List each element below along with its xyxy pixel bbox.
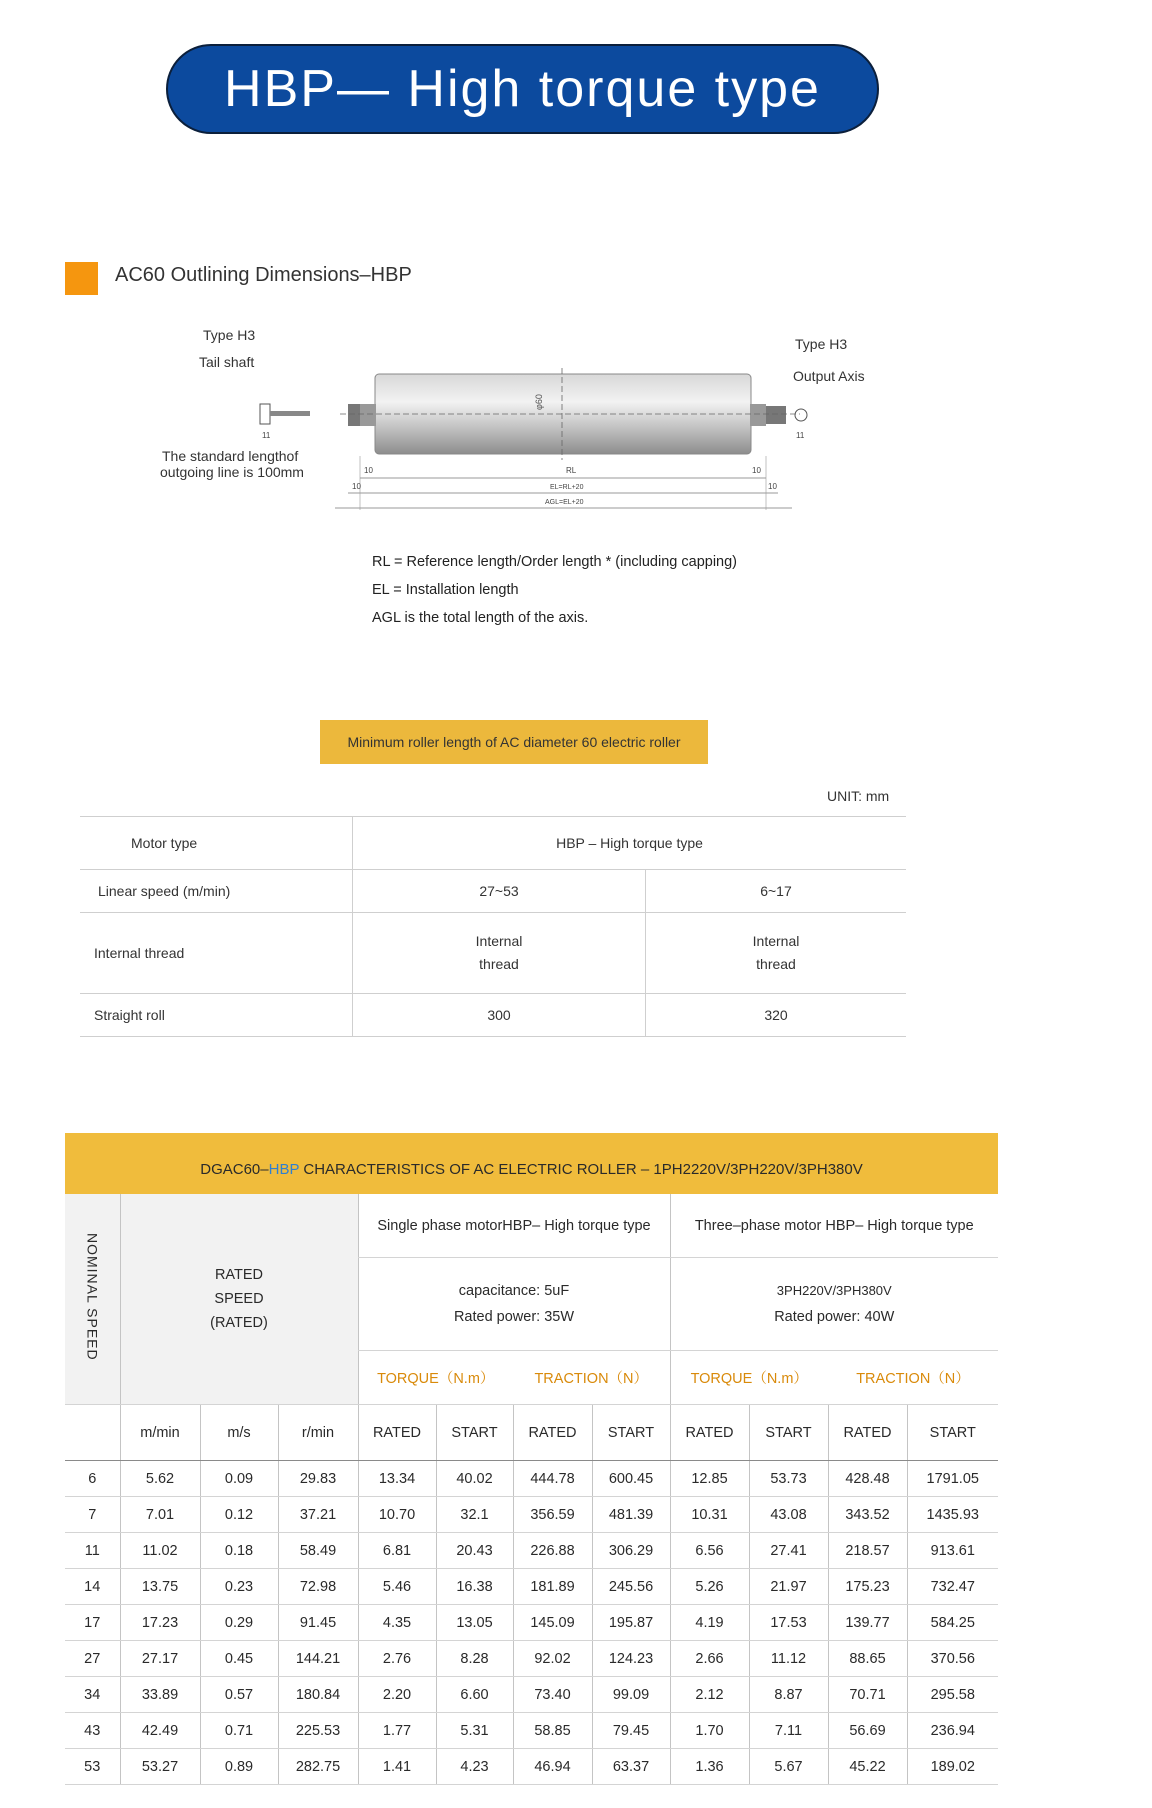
table-cell: 2.20 bbox=[358, 1677, 436, 1713]
table-cell: 21.97 bbox=[749, 1569, 828, 1605]
table-cell: 6 bbox=[65, 1461, 120, 1497]
table-cell: 10.70 bbox=[358, 1497, 436, 1533]
tail-shaft-label: Tail shaft bbox=[199, 354, 255, 370]
table-cell: 181.89 bbox=[513, 1569, 592, 1605]
table-cell: 0.18 bbox=[200, 1533, 278, 1569]
cell: 320 bbox=[646, 994, 907, 1037]
traction-header: TRACTION（N） bbox=[513, 1351, 670, 1405]
rated-speed-header bbox=[120, 1194, 358, 1405]
table-cell: 444.78 bbox=[513, 1461, 592, 1497]
table-cell: 8.87 bbox=[749, 1677, 828, 1713]
header-cell: START bbox=[436, 1405, 513, 1461]
table-row bbox=[65, 1569, 998, 1605]
el-label: EL=RL+20 bbox=[550, 484, 584, 491]
tail-shaft bbox=[348, 404, 360, 426]
table-cell: 245.56 bbox=[592, 1569, 670, 1605]
table-cell: 5.67 bbox=[749, 1749, 828, 1785]
single-phase-title: Single phase motorHBP– High torque type bbox=[358, 1194, 670, 1258]
agl-label: AGL=EL+20 bbox=[545, 499, 584, 506]
title-pre: DGAC60– bbox=[200, 1161, 269, 1178]
section-title: AC60 Outlining Dimensions–HBP bbox=[115, 264, 412, 286]
table-cell: 144.21 bbox=[278, 1641, 358, 1677]
cell-line: thread bbox=[479, 956, 519, 972]
table-cell: 0.71 bbox=[200, 1713, 278, 1749]
table-cell: 43 bbox=[65, 1713, 120, 1749]
header-cell: r/min bbox=[278, 1405, 358, 1461]
table-cell: 356.59 bbox=[513, 1497, 592, 1533]
header-cell: START bbox=[749, 1405, 828, 1461]
table-row bbox=[80, 994, 906, 1037]
rated-speed-line: SPEED bbox=[214, 1291, 264, 1307]
table-cell: 14 bbox=[65, 1569, 120, 1605]
table-cell: 175.23 bbox=[828, 1569, 907, 1605]
table-cell: 58.85 bbox=[513, 1713, 592, 1749]
table-cell: 0.89 bbox=[200, 1749, 278, 1785]
table-row bbox=[80, 870, 906, 913]
cell: 300 bbox=[353, 994, 646, 1037]
legend-rl: RL = Reference length/Order length * (including capping) bbox=[372, 554, 737, 570]
table-cell: 8.28 bbox=[436, 1641, 513, 1677]
table-cell: 0.12 bbox=[200, 1497, 278, 1533]
table-cell: 56.69 bbox=[828, 1713, 907, 1749]
table-cell: 43.08 bbox=[749, 1497, 828, 1533]
table-cell: 282.75 bbox=[278, 1749, 358, 1785]
table-cell: 53.73 bbox=[749, 1461, 828, 1497]
table-cell: 124.23 bbox=[592, 1641, 670, 1677]
header-cell: RATED bbox=[828, 1405, 907, 1461]
capacitance: capacitance: 5uF bbox=[458, 1283, 570, 1299]
traction-header: TRACTION（N） bbox=[828, 1351, 998, 1405]
table-cell: 226.88 bbox=[513, 1533, 592, 1569]
table-cell: 13.34 bbox=[358, 1461, 436, 1497]
table-cell: 145.09 bbox=[513, 1605, 592, 1641]
table-cell: 27 bbox=[65, 1641, 120, 1677]
table-cell: 7.01 bbox=[120, 1497, 200, 1533]
table-cell: 58.49 bbox=[278, 1533, 358, 1569]
unit-label: UNIT: mm bbox=[827, 788, 890, 804]
table-row bbox=[65, 1533, 998, 1569]
table-cell: 40.02 bbox=[436, 1461, 513, 1497]
table-cell: 236.94 bbox=[907, 1713, 998, 1749]
table-cell: 5.26 bbox=[670, 1569, 749, 1605]
torque-header: TORQUE（N.m） bbox=[670, 1351, 828, 1405]
page-banner: HBP— High torque type bbox=[166, 44, 879, 134]
table-row bbox=[65, 1497, 998, 1533]
rated-speed-line: (RATED) bbox=[210, 1315, 268, 1331]
rated-power: Rated power: 35W bbox=[453, 1309, 575, 1325]
table-cell: 1.77 bbox=[358, 1713, 436, 1749]
section-marker bbox=[65, 262, 98, 295]
rated-speed-line: RATED bbox=[214, 1267, 264, 1283]
table-cell: 6.60 bbox=[436, 1677, 513, 1713]
table-cell: 0.45 bbox=[200, 1641, 278, 1677]
table-cell: 295.58 bbox=[907, 1677, 998, 1713]
table-cell: 584.25 bbox=[907, 1605, 998, 1641]
table-cell: 180.84 bbox=[278, 1677, 358, 1713]
cell-line: Internal bbox=[475, 933, 523, 949]
legend-agl: AGL is the total length of the axis. bbox=[372, 610, 589, 626]
table-cell: 91.45 bbox=[278, 1605, 358, 1641]
table-cell: 6.81 bbox=[358, 1533, 436, 1569]
roller-diagram bbox=[240, 360, 840, 520]
table-cell: 913.61 bbox=[907, 1533, 998, 1569]
table-cell: 11.12 bbox=[749, 1641, 828, 1677]
table-cell: 370.56 bbox=[907, 1641, 998, 1677]
three-phase-spec bbox=[670, 1258, 998, 1351]
table-row bbox=[65, 1749, 998, 1785]
table-cell: 11.02 bbox=[120, 1533, 200, 1569]
cell: 27~53 bbox=[353, 870, 646, 913]
table-cell: 37.21 bbox=[278, 1497, 358, 1533]
row-label: Internal thread bbox=[80, 913, 353, 994]
three-phase-title: Three–phase motor HBP– High torque type bbox=[670, 1194, 998, 1258]
table-cell: 218.57 bbox=[828, 1533, 907, 1569]
table-row bbox=[80, 817, 906, 870]
table-row bbox=[65, 1405, 998, 1461]
table-cell: 53.27 bbox=[120, 1749, 200, 1785]
characteristics-body bbox=[65, 1461, 998, 1785]
row-label: Linear speed (m/min) bbox=[80, 870, 353, 913]
table-cell: 4.35 bbox=[358, 1605, 436, 1641]
title-highlight: HBP bbox=[268, 1161, 300, 1178]
table-cell: 428.48 bbox=[828, 1461, 907, 1497]
table-cell: 10.31 bbox=[670, 1497, 749, 1533]
table-cell: 6.56 bbox=[670, 1533, 749, 1569]
output-cap bbox=[750, 404, 766, 426]
dim-10-right: 10 bbox=[752, 466, 761, 475]
table-cell: 16.38 bbox=[436, 1569, 513, 1605]
torque-header: TORQUE（N.m） bbox=[358, 1351, 513, 1405]
tail-dim-11: 11 bbox=[262, 431, 271, 440]
table-cell: 42.49 bbox=[120, 1713, 200, 1749]
rl-label: RL bbox=[566, 466, 577, 475]
table-cell: 1791.05 bbox=[907, 1461, 998, 1497]
dim-10-left-el: 10 bbox=[352, 482, 361, 491]
table-cell: 225.53 bbox=[278, 1713, 358, 1749]
table-cell: 2.66 bbox=[670, 1641, 749, 1677]
table-row bbox=[65, 1605, 998, 1641]
table-cell: 79.45 bbox=[592, 1713, 670, 1749]
table-cell: 0.23 bbox=[200, 1569, 278, 1605]
table-cell: 92.02 bbox=[513, 1641, 592, 1677]
tail-cap bbox=[360, 404, 376, 426]
table-row bbox=[65, 1713, 998, 1749]
tail-type-label: Type H3 bbox=[203, 327, 256, 343]
table-cell: 2.12 bbox=[670, 1677, 749, 1713]
table-cell: 17.23 bbox=[120, 1605, 200, 1641]
table-cell: 139.77 bbox=[828, 1605, 907, 1641]
outgoing-note-2: outgoing line is 100mm bbox=[160, 464, 304, 480]
table-cell: 34 bbox=[65, 1677, 120, 1713]
table-cell: 7 bbox=[65, 1497, 120, 1533]
table-cell: 732.47 bbox=[907, 1569, 998, 1605]
output-axis-label: Output Axis bbox=[793, 368, 865, 384]
header-cell: START bbox=[907, 1405, 998, 1461]
table-cell: 17.53 bbox=[749, 1605, 828, 1641]
table-row bbox=[80, 913, 906, 994]
row-label: Straight roll bbox=[80, 994, 353, 1037]
table-cell: 4.23 bbox=[436, 1749, 513, 1785]
header-cell: RATED bbox=[670, 1405, 749, 1461]
title-post: CHARACTERISTICS OF AC ELECTRIC ROLLER – 1PH2220V/3PH220V/3PH380V bbox=[299, 1161, 863, 1178]
single-phase-spec bbox=[358, 1258, 670, 1351]
cell: 6~17 bbox=[646, 870, 907, 913]
table-cell: 17 bbox=[65, 1605, 120, 1641]
table-cell: 0.29 bbox=[200, 1605, 278, 1641]
table-row bbox=[65, 1677, 998, 1713]
cell bbox=[353, 913, 646, 994]
tail-cable bbox=[270, 411, 310, 416]
dim-10-left: 10 bbox=[364, 466, 373, 475]
table-cell: 11 bbox=[65, 1533, 120, 1569]
table-cell: 1.36 bbox=[670, 1749, 749, 1785]
dim-10-right-el: 10 bbox=[768, 482, 777, 491]
table-cell: 29.83 bbox=[278, 1461, 358, 1497]
header-cell: m/min bbox=[120, 1405, 200, 1461]
table-cell: 99.09 bbox=[592, 1677, 670, 1713]
table-cell: 343.52 bbox=[828, 1497, 907, 1533]
cell-line: thread bbox=[756, 956, 796, 972]
table-cell: 70.71 bbox=[828, 1677, 907, 1713]
table-cell: 46.94 bbox=[513, 1749, 592, 1785]
table-cell: 53 bbox=[65, 1749, 120, 1785]
table-cell: 5.46 bbox=[358, 1569, 436, 1605]
table-cell: 12.85 bbox=[670, 1461, 749, 1497]
table-cell: 195.87 bbox=[592, 1605, 670, 1641]
min-length-table bbox=[80, 816, 906, 1037]
diameter-label: φ60 bbox=[534, 394, 544, 410]
table-cell: 20.43 bbox=[436, 1533, 513, 1569]
table-cell: 189.02 bbox=[907, 1749, 998, 1785]
table-cell: 27.41 bbox=[749, 1533, 828, 1569]
table-cell: 88.65 bbox=[828, 1641, 907, 1677]
table-cell: 33.89 bbox=[120, 1677, 200, 1713]
table-cell: 45.22 bbox=[828, 1749, 907, 1785]
table-cell: 306.29 bbox=[592, 1533, 670, 1569]
table-cell: 5.31 bbox=[436, 1713, 513, 1749]
min-length-title: Minimum roller length of AC diameter 60 electric roller bbox=[320, 720, 708, 764]
characteristics-table bbox=[65, 1194, 998, 1785]
table-cell: 73.40 bbox=[513, 1677, 592, 1713]
table-cell: 72.98 bbox=[278, 1569, 358, 1605]
legend-el: EL = Installation length bbox=[372, 582, 519, 598]
motor-type-label: Motor type bbox=[80, 817, 353, 870]
table-cell: 32.1 bbox=[436, 1497, 513, 1533]
table-cell: 1435.93 bbox=[907, 1497, 998, 1533]
table-row bbox=[65, 1194, 998, 1258]
header-cell bbox=[65, 1405, 120, 1461]
table-cell: 13.05 bbox=[436, 1605, 513, 1641]
nominal-speed-header bbox=[65, 1194, 120, 1405]
cell-line: Internal bbox=[752, 933, 800, 949]
table-cell: 1.41 bbox=[358, 1749, 436, 1785]
table-cell: 27.17 bbox=[120, 1641, 200, 1677]
header-cell: RATED bbox=[513, 1405, 592, 1461]
table-row bbox=[65, 1641, 998, 1677]
output-type-label: Type H3 bbox=[795, 336, 848, 352]
motor-type-value: HBP – High torque type bbox=[353, 817, 907, 870]
table-cell: 13.75 bbox=[120, 1569, 200, 1605]
output-shaft bbox=[766, 406, 786, 424]
header-cell: m/s bbox=[200, 1405, 278, 1461]
header-cell: RATED bbox=[358, 1405, 436, 1461]
table-cell: 5.62 bbox=[120, 1461, 200, 1497]
nominal-speed-label: NOMINAL SPEED bbox=[84, 1233, 101, 1361]
table-cell: 481.39 bbox=[592, 1497, 670, 1533]
table-cell: 2.76 bbox=[358, 1641, 436, 1677]
out-dim-11: 11 bbox=[796, 431, 805, 440]
table-cell: 0.57 bbox=[200, 1677, 278, 1713]
rated-power: Rated power: 40W bbox=[774, 1309, 895, 1325]
header-cell: START bbox=[592, 1405, 670, 1461]
output-flange bbox=[795, 409, 807, 421]
table-cell: 4.19 bbox=[670, 1605, 749, 1641]
characteristics-title bbox=[65, 1133, 998, 1194]
table-cell: 600.45 bbox=[592, 1461, 670, 1497]
cell bbox=[646, 913, 907, 994]
tail-connector bbox=[260, 404, 270, 424]
table-row bbox=[65, 1461, 998, 1497]
table-cell: 0.09 bbox=[200, 1461, 278, 1497]
table-cell: 7.11 bbox=[749, 1713, 828, 1749]
outgoing-note-1: The standard lengthof bbox=[162, 448, 299, 464]
table-cell: 1.70 bbox=[670, 1713, 749, 1749]
voltage: 3PH220V/3PH380V bbox=[776, 1283, 892, 1298]
table-cell: 63.37 bbox=[592, 1749, 670, 1785]
